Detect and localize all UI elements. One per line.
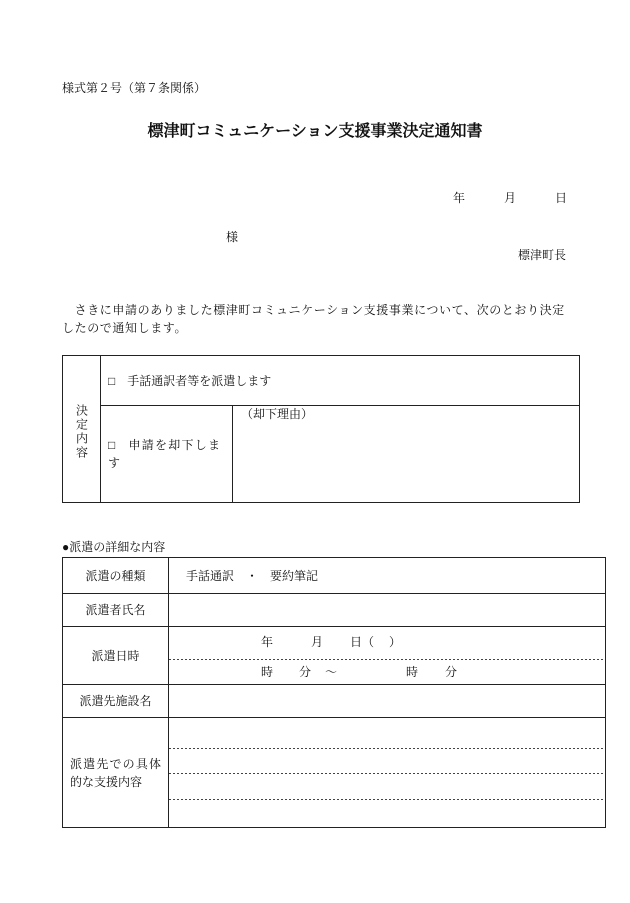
dispatch-type-label: 派遣の種類 bbox=[85, 568, 146, 583]
facility-name-field bbox=[169, 685, 606, 718]
reject-option-label: 申請を却下します bbox=[108, 438, 220, 470]
body-text-line: したので通知します。 bbox=[62, 321, 188, 335]
recipient-honorific: 様 bbox=[226, 230, 239, 244]
dispatcher-name-label-cell bbox=[63, 594, 169, 627]
document-title: 標津町コミュニケーション支援事業決定通知書 bbox=[147, 123, 483, 140]
dispatch-type-value-cell bbox=[169, 558, 606, 594]
time-range-separator: ～ bbox=[325, 665, 338, 679]
details-heading: ●派遣の詳細な内容 bbox=[62, 540, 166, 554]
decision-table bbox=[62, 355, 580, 503]
start-hour-label: 時 bbox=[261, 665, 274, 679]
end-minute-label: 分 bbox=[445, 665, 458, 679]
support-content-label-cell bbox=[63, 718, 169, 828]
date-year-label: 年 bbox=[261, 635, 274, 649]
dispatch-option bbox=[101, 356, 580, 406]
support-content-label: 派遣先での具体的な支援内容 bbox=[70, 756, 161, 789]
date-day-label: 日 bbox=[555, 191, 568, 205]
reject-option bbox=[101, 406, 233, 503]
reject-reason-field bbox=[233, 406, 580, 503]
dispatcher-name-field bbox=[169, 594, 606, 627]
support-content-field bbox=[169, 718, 606, 828]
facility-name-label: 派遣先施設名 bbox=[79, 694, 152, 708]
checkbox-icon: □ bbox=[108, 373, 116, 388]
dispatch-datetime-label-cell bbox=[63, 627, 169, 685]
issuer-name: 標津町長 bbox=[518, 248, 567, 262]
facility-name-label-cell bbox=[63, 685, 169, 718]
decision-label: 決定内容 bbox=[74, 404, 89, 460]
reject-reason-label: （却下理由） bbox=[241, 407, 314, 421]
body-text-line: さきに申請のありました標津町コミュニケーション支援事業について、次のとおり決定 bbox=[62, 303, 565, 317]
dispatch-type-label-cell bbox=[63, 558, 169, 594]
decision-label-cell bbox=[63, 356, 101, 503]
reject-option-text bbox=[108, 436, 220, 472]
checkbox-icon: □ bbox=[108, 438, 117, 452]
date-year-label: 年 bbox=[453, 191, 466, 205]
date-month-label: 月 bbox=[504, 191, 517, 205]
date-day-label: 日 bbox=[350, 635, 363, 649]
dispatch-datetime-field bbox=[169, 627, 606, 685]
end-hour-label: 時 bbox=[406, 665, 419, 679]
details-table bbox=[62, 557, 606, 828]
weekday-paren-close: ） bbox=[389, 635, 402, 649]
dispatcher-name-label: 派遣者氏名 bbox=[85, 603, 146, 617]
dispatch-type-value: 手話通訳 ・ 要約筆記 bbox=[186, 568, 319, 583]
dashed-divider bbox=[169, 773, 605, 774]
dashed-divider bbox=[169, 748, 605, 749]
body-text bbox=[62, 301, 582, 337]
dispatch-datetime-label: 派遣日時 bbox=[91, 648, 140, 663]
weekday-paren-open: （ bbox=[362, 635, 375, 649]
dispatch-option-label: 手話通訳者等を派遣します bbox=[127, 373, 272, 388]
date-month-label: 月 bbox=[311, 635, 324, 649]
dashed-divider bbox=[169, 799, 605, 800]
form-number: 様式第２号（第７条関係） bbox=[62, 81, 207, 95]
start-minute-label: 分 bbox=[299, 665, 312, 679]
dashed-divider bbox=[169, 659, 605, 660]
